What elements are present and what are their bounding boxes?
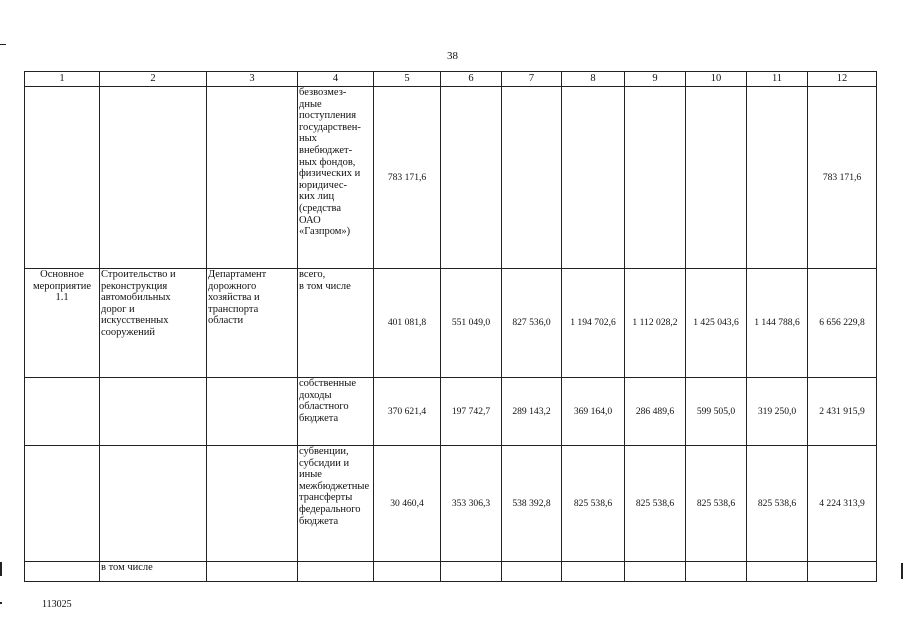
amount-cell	[502, 562, 562, 582]
amount-cell	[441, 562, 502, 582]
scan-edge-mark	[0, 602, 2, 604]
amount-cell: 319 250,0	[747, 378, 808, 446]
event-name-cell	[100, 446, 207, 562]
column-number: 10	[686, 72, 747, 87]
table-row	[25, 562, 877, 582]
amount-cell	[747, 562, 808, 582]
scan-edge-mark	[0, 562, 2, 576]
amount-cell: 1 144 788,6	[747, 269, 808, 378]
amount-cell: 825 538,6	[747, 446, 808, 562]
amount-cell: 289 143,2	[502, 378, 562, 446]
column-number: 11	[747, 72, 808, 87]
table-row	[25, 378, 877, 446]
funding-source-cell: безвозмез- дные поступления государствен- ных внебюджет- ных фондов, физических и юридичес- ких лиц (средства ОАО «Газпром»)	[298, 87, 374, 269]
executor-cell: Департамент дорожного хозяйства и транспорта области	[207, 269, 298, 378]
column-number: 6	[441, 72, 502, 87]
table-row	[25, 269, 877, 378]
total-amount-cell: 4 224 313,9	[808, 446, 877, 562]
document-code: 113025	[42, 599, 72, 610]
executor-cell	[207, 87, 298, 269]
total-amount-cell	[808, 562, 877, 582]
amount-cell	[625, 87, 686, 269]
funding-source-cell	[298, 562, 374, 582]
amount-cell: 1 194 702,6	[562, 269, 625, 378]
amount-cell	[374, 562, 441, 582]
column-number: 7	[502, 72, 562, 87]
total-amount-cell: 783 171,6	[808, 87, 877, 269]
funding-source-cell: всего, в том числе	[298, 269, 374, 378]
amount-cell: 825 538,6	[686, 446, 747, 562]
amount-cell	[747, 87, 808, 269]
amount-cell: 551 049,0	[441, 269, 502, 378]
column-number: 9	[625, 72, 686, 87]
scan-edge-mark	[0, 44, 6, 45]
column-number: 1	[25, 72, 100, 87]
amount-cell	[686, 562, 747, 582]
amount-cell: 369 164,0	[562, 378, 625, 446]
funding-source-cell: собственные доходы областного бюджета	[298, 378, 374, 446]
event-cell	[25, 378, 100, 446]
event-cell	[25, 87, 100, 269]
amount-cell	[562, 87, 625, 269]
amount-cell: 286 489,6	[625, 378, 686, 446]
amount-cell: 1 112 028,2	[625, 269, 686, 378]
event-cell: Основное мероприятие 1.1	[25, 269, 100, 378]
amount-cell: 827 536,0	[502, 269, 562, 378]
amount-cell: 30 460,4	[374, 446, 441, 562]
table-row	[25, 87, 877, 269]
event-name-cell	[100, 378, 207, 446]
amount-cell: 599 505,0	[686, 378, 747, 446]
event-cell	[25, 446, 100, 562]
event-name-cell	[100, 87, 207, 269]
event-cell	[25, 562, 100, 582]
amount-cell	[625, 562, 686, 582]
amount-cell: 783 171,6	[374, 87, 441, 269]
event-name-cell: Строительство и реконструкция автомобильных дорог и искусственных сооружений	[100, 269, 207, 378]
executor-cell	[207, 446, 298, 562]
funding-source-cell: субвенции, субсидии и иные межбюджетные трансферты федерального бюджета	[298, 446, 374, 562]
column-number: 12	[808, 72, 877, 87]
amount-cell: 825 538,6	[625, 446, 686, 562]
column-number: 2	[100, 72, 207, 87]
amount-cell	[686, 87, 747, 269]
amount-cell	[441, 87, 502, 269]
column-number: 4	[298, 72, 374, 87]
budget-table	[24, 71, 877, 582]
amount-cell	[562, 562, 625, 582]
amount-cell: 401 081,8	[374, 269, 441, 378]
column-number: 3	[207, 72, 298, 87]
page-number: 38	[447, 50, 458, 62]
amount-cell: 353 306,3	[441, 446, 502, 562]
column-number-row	[25, 72, 877, 87]
amount-cell: 825 538,6	[562, 446, 625, 562]
amount-cell: 370 621,4	[374, 378, 441, 446]
column-number: 5	[374, 72, 441, 87]
amount-cell: 538 392,8	[502, 446, 562, 562]
column-number: 8	[562, 72, 625, 87]
total-amount-cell: 6 656 229,8	[808, 269, 877, 378]
amount-cell	[502, 87, 562, 269]
executor-cell	[207, 562, 298, 582]
scan-edge-mark	[901, 563, 903, 579]
amount-cell: 1 425 043,6	[686, 269, 747, 378]
table-row	[25, 446, 877, 562]
total-amount-cell: 2 431 915,9	[808, 378, 877, 446]
amount-cell: 197 742,7	[441, 378, 502, 446]
executor-cell	[207, 378, 298, 446]
event-name-cell: в том числе	[100, 562, 207, 582]
